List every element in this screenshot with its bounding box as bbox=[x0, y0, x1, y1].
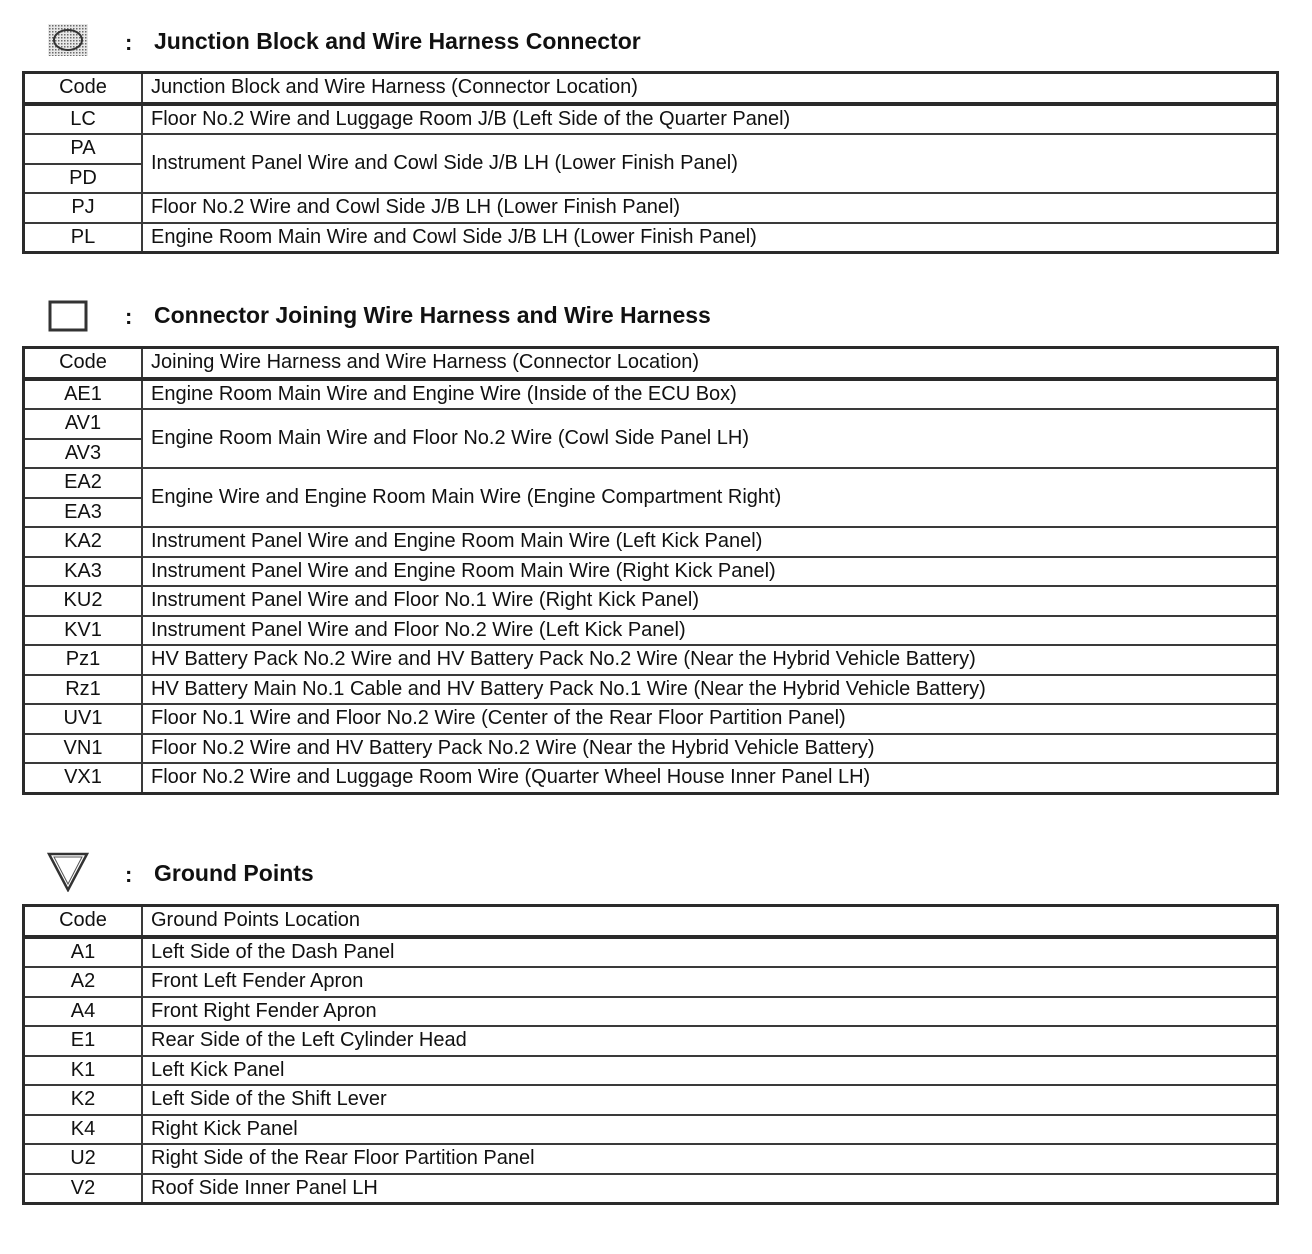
table-row bbox=[24, 763, 1278, 793]
description-cell: Floor No.2 Wire and Luggage Room Wire (Quarter Wheel House Inner Panel LH) bbox=[142, 763, 1278, 793]
description-cell: Left Side of the Dash Panel bbox=[142, 937, 1278, 968]
code-cell: Rz1 bbox=[24, 675, 143, 705]
description-cell: HV Battery Main No.1 Cable and HV Battery Pack No.1 Wire (Near the Hybrid Vehicle Battery) bbox=[142, 675, 1278, 705]
table-header-row bbox=[24, 348, 1278, 379]
header-description: Joining Wire Harness and Wire Harness (Connector Location) bbox=[142, 348, 1278, 379]
code-cell: PA bbox=[24, 134, 143, 164]
table-row bbox=[24, 1026, 1278, 1056]
code-cell: PL bbox=[24, 223, 143, 253]
code-cell: AV1 bbox=[24, 409, 143, 439]
code-cell: A4 bbox=[24, 997, 143, 1027]
section-header bbox=[0, 294, 1312, 334]
description-cell: Engine Room Main Wire and Cowl Side J/B LH (Lower Finish Panel) bbox=[142, 223, 1278, 253]
code-cell: V2 bbox=[24, 1174, 143, 1204]
header-code: Code bbox=[24, 906, 143, 937]
table-row bbox=[24, 223, 1278, 253]
code-cell: K4 bbox=[24, 1115, 143, 1145]
legend-table bbox=[22, 904, 1279, 1205]
description-cell: Left Kick Panel bbox=[142, 1056, 1278, 1086]
section-title: Ground Points bbox=[154, 860, 314, 886]
table-row bbox=[24, 1174, 1278, 1204]
description-cell: Instrument Panel Wire and Engine Room Main Wire (Right Kick Panel) bbox=[142, 557, 1278, 587]
ground-triangle-icon bbox=[46, 852, 90, 888]
table-row bbox=[24, 645, 1278, 675]
code-cell: KA2 bbox=[24, 527, 143, 557]
junction-block-icon bbox=[46, 22, 90, 58]
connector-rectangle-icon bbox=[46, 298, 90, 334]
table-row bbox=[24, 409, 1278, 439]
description-cell: Rear Side of the Left Cylinder Head bbox=[142, 1026, 1278, 1056]
section-colon: : bbox=[125, 304, 133, 329]
table-row bbox=[24, 1056, 1278, 1086]
section-title: Connector Joining Wire Harness and Wire Harness bbox=[154, 302, 711, 328]
code-cell: VN1 bbox=[24, 734, 143, 764]
description-cell: Right Side of the Rear Floor Partition Panel bbox=[142, 1144, 1278, 1174]
code-cell: K2 bbox=[24, 1085, 143, 1115]
description-cell: Right Kick Panel bbox=[142, 1115, 1278, 1145]
code-cell: EA2 bbox=[24, 468, 143, 498]
code-cell: AE1 bbox=[24, 379, 143, 410]
code-cell: KA3 bbox=[24, 557, 143, 587]
header-description: Ground Points Location bbox=[142, 906, 1278, 937]
table-row bbox=[24, 997, 1278, 1027]
code-cell: VX1 bbox=[24, 763, 143, 793]
code-cell: PJ bbox=[24, 193, 143, 223]
section-title: Junction Block and Wire Harness Connector bbox=[154, 28, 641, 54]
code-cell: A1 bbox=[24, 937, 143, 968]
description-cell: Instrument Panel Wire and Engine Room Main Wire (Left Kick Panel) bbox=[142, 527, 1278, 557]
description-cell: Floor No.2 Wire and HV Battery Pack No.2 Wire (Near the Hybrid Vehicle Battery) bbox=[142, 734, 1278, 764]
code-cell: LC bbox=[24, 104, 143, 135]
table-row bbox=[24, 134, 1278, 164]
description-cell: Floor No.1 Wire and Floor No.2 Wire (Center of the Rear Floor Partition Panel) bbox=[142, 704, 1278, 734]
section-colon: : bbox=[125, 30, 133, 55]
table-header-row bbox=[24, 73, 1278, 104]
table-row bbox=[24, 557, 1278, 587]
description-cell: Engine Room Main Wire and Engine Wire (Inside of the ECU Box) bbox=[142, 379, 1278, 410]
description-cell: Instrument Panel Wire and Cowl Side J/B LH (Lower Finish Panel) bbox=[142, 134, 1278, 193]
description-cell: Engine Wire and Engine Room Main Wire (Engine Compartment Right) bbox=[142, 468, 1278, 527]
table-row bbox=[24, 586, 1278, 616]
description-cell: HV Battery Pack No.2 Wire and HV Battery Pack No.2 Wire (Near the Hybrid Vehicle Battery) bbox=[142, 645, 1278, 675]
description-cell: Roof Side Inner Panel LH bbox=[142, 1174, 1278, 1204]
code-cell: U2 bbox=[24, 1144, 143, 1174]
table-row bbox=[24, 937, 1278, 968]
description-cell: Front Right Fender Apron bbox=[142, 997, 1278, 1027]
table-row bbox=[24, 1144, 1278, 1174]
header-description: Junction Block and Wire Harness (Connector Location) bbox=[142, 73, 1278, 104]
table-row bbox=[24, 704, 1278, 734]
table-row bbox=[24, 379, 1278, 410]
table-row bbox=[24, 675, 1278, 705]
code-cell: E1 bbox=[24, 1026, 143, 1056]
header-code: Code bbox=[24, 73, 143, 104]
code-cell: A2 bbox=[24, 967, 143, 997]
description-cell: Front Left Fender Apron bbox=[142, 967, 1278, 997]
description-cell: Instrument Panel Wire and Floor No.2 Wire (Left Kick Panel) bbox=[142, 616, 1278, 646]
table-row bbox=[24, 468, 1278, 498]
description-cell: Engine Room Main Wire and Floor No.2 Wire (Cowl Side Panel LH) bbox=[142, 409, 1278, 468]
table-header-row bbox=[24, 906, 1278, 937]
code-cell: AV3 bbox=[24, 439, 143, 469]
description-cell: Floor No.2 Wire and Luggage Room J/B (Left Side of the Quarter Panel) bbox=[142, 104, 1278, 135]
table-row bbox=[24, 527, 1278, 557]
code-cell: UV1 bbox=[24, 704, 143, 734]
section-colon: : bbox=[125, 862, 133, 887]
legend-table bbox=[22, 71, 1279, 254]
table-row bbox=[24, 616, 1278, 646]
description-cell: Left Side of the Shift Lever bbox=[142, 1085, 1278, 1115]
code-cell: K1 bbox=[24, 1056, 143, 1086]
description-cell: Instrument Panel Wire and Floor No.1 Wire (Right Kick Panel) bbox=[142, 586, 1278, 616]
code-cell: Pz1 bbox=[24, 645, 143, 675]
legend-table bbox=[22, 346, 1279, 795]
table-row bbox=[24, 104, 1278, 135]
code-cell: KV1 bbox=[24, 616, 143, 646]
section-header bbox=[0, 20, 1312, 60]
code-cell: EA3 bbox=[24, 498, 143, 528]
code-cell: PD bbox=[24, 164, 143, 194]
table-row bbox=[24, 967, 1278, 997]
table-row bbox=[24, 193, 1278, 223]
header-code: Code bbox=[24, 348, 143, 379]
description-cell: Floor No.2 Wire and Cowl Side J/B LH (Lower Finish Panel) bbox=[142, 193, 1278, 223]
section-header bbox=[0, 852, 1312, 892]
table-row bbox=[24, 1115, 1278, 1145]
code-cell: KU2 bbox=[24, 586, 143, 616]
table-row bbox=[24, 1085, 1278, 1115]
table-row bbox=[24, 734, 1278, 764]
